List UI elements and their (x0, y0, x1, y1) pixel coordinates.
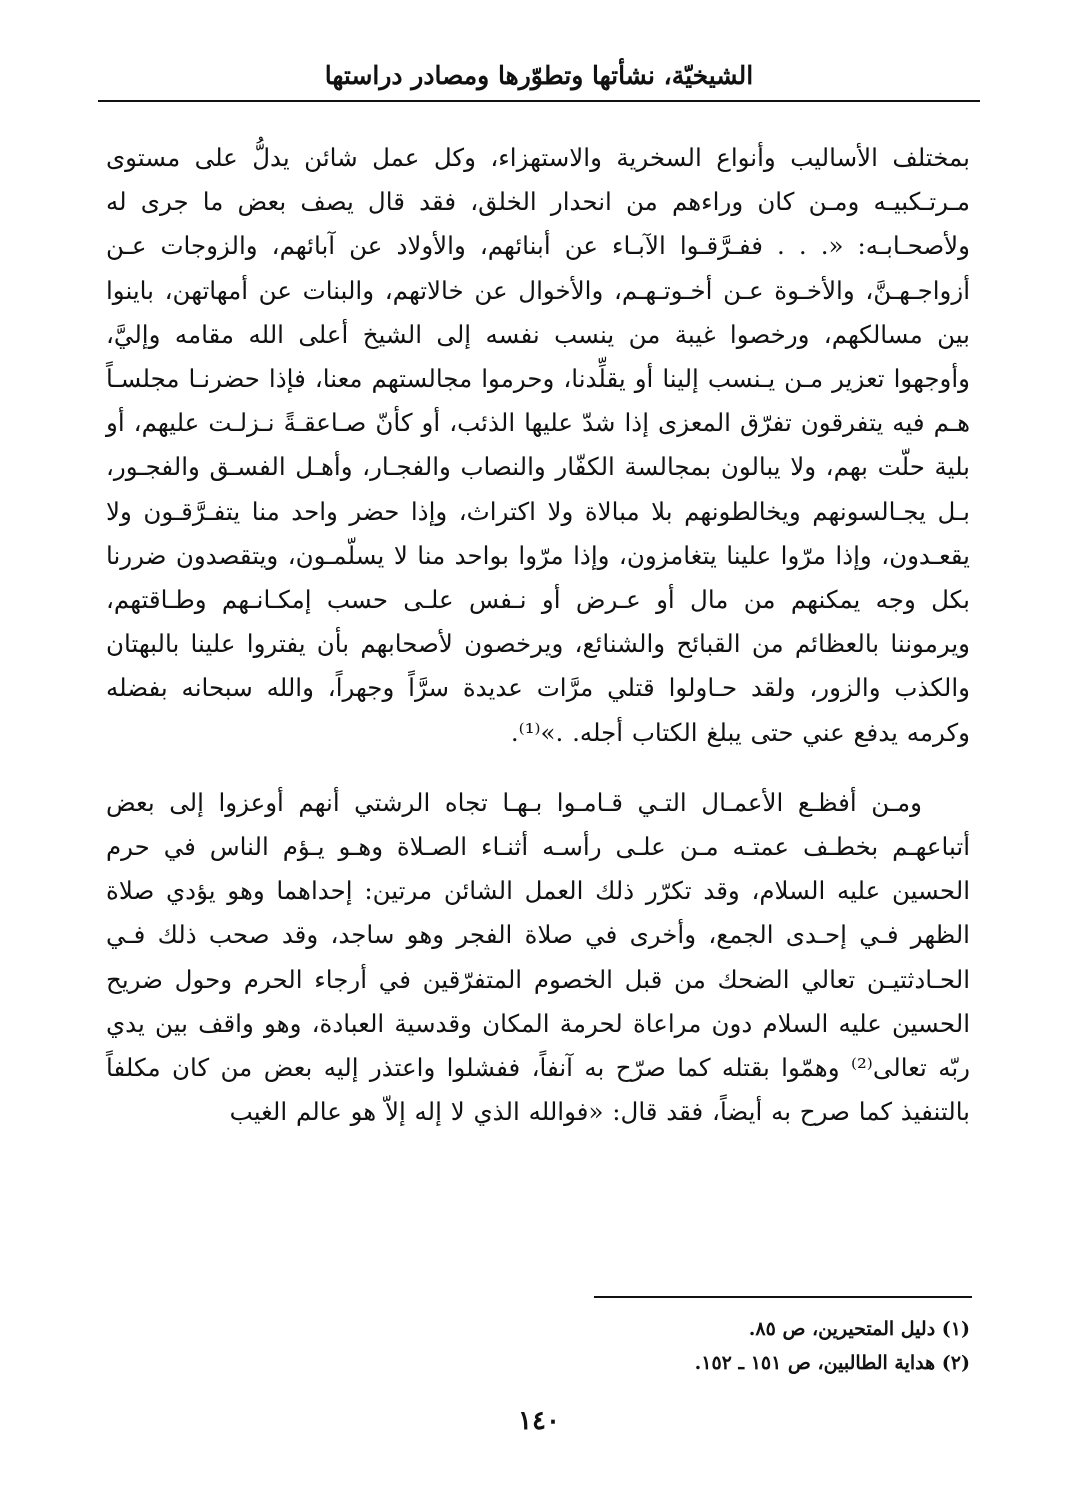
footnote-1: (١) دليل المتحيرين، ص ٨٥. (748, 1318, 970, 1340)
footnotes (106, 1312, 970, 1380)
page-number: ١٤٠ (518, 1406, 560, 1436)
footnote-divider (594, 1296, 972, 1298)
main-text (106, 136, 970, 1134)
running-header-title: الشيخيّة، نشأتها وتطوّرها ومصادر دراستها (324, 61, 754, 90)
header-divider (98, 100, 980, 102)
paragraph-2: ومـن أفظـع الأعمـال التـي قـامـوا بـهـا تجاه الرشتي أنهم أوعزوا إلى بعض أتباعهـم بخطـف عمتـه مـن علـى رأسـه أثنـاء الصـلاة وهـو يـؤم الناس في حرم الحسين عليه السلام، وقد تكرّر ذلك العمل الشائن مرتين: إحداهما وهو يؤدي صلاة الظهر فـي إحـدى الجمع، وأخرى في صلاة الفجر وهو ساجد، وقد صحب ذلك فـي الحـادثتيـن تعالي الضحك من قبل الخصوم المتفرّقين في أرجاء الحرم وحول ضريح الحسين عليه السلام دون مراعاة لحرمة المكان وقدسية العبادة، وهو واقف بين يدي ربّه تعالى⁽²⁾ وهمّوا بقتله كما صرّح به آنفاً، ففشلوا واعتذر إليه بعض من كان مكلفاً بالتنفيذ كما صرح به أيضاً، فقد قال: «فوالله الذي لا إله إلاّ هو عالم الغيب (106, 787, 970, 1127)
paragraph-1: بمختلف الأساليب وأنواع السخرية والاستهزاء، وكل عمل شائن يدلُّ على مستوى مـرتـكبيـه ومـن كان وراءهم من انحدار الخلق، فقد قال يصف بعض ما جرى له ولأصحـابـه: «. . . ففـرَّقـوا الآبـاء عن أبنائهم، والأولاد عن آبائهم، والزوجات عـن أزواجـهـنَّ، والأخـوة عـن أخـوتـهـم، والأخوال عن خالاتهم، والبنات عن أمهاتهن، باينوا بين مسالكهم، ورخصوا غيبة من ينسب نفسه إلى الشيخ أعلى الله مقامه وإليَّ، وأوجهوا تعزير مـن يـنسب إلينا أو يقلِّدنا، وحرموا مجالستهم معنا، فإذا حضرنـا مجلسـاً هـم فيه يتفرقون تفرّق المعزى إذا شدّ عليها الذئب، أو كأنّ صـاعقـةً نـزلـت عليهم، أو بلية حلّت بهم، ولا يبالون بمجالسة الكفّار والنصاب والفجـار، وأهـل الفسـق والفجـور، بـل يجـالسونهم ويخالطونهم بلا مبالاة ولا اكتراث، وإذا حضر واحد منا يتفـرَّقـون ولا يقعـدون، وإذا مرّوا علينا يتغامزون، وإذا مرّوا بواحد منا لا يسلّمـون، ويتقصدون ضررنا بكل وجه يمكنهم من مال أو عـرض أو نـفس علـى حسب إمكـانـهم وطـاقتهم، ويرموننا بالعظائم من القبائح والشنائع، ويرخصون لأصحابهم بأن يفتروا علينا بالبهتان والكذب والزور، ولقد حـاولوا قتلي مرَّات عديدة سرَّاً وجهراً، والله سبحانه بفضله وكرمه يدفع عني حتى يبلغ الكتاب أجله. .»⁽¹⁾. (106, 143, 970, 747)
footnote-2: (٢) هداية الطالبين، ص ١٥١ ـ ١٥٢. (694, 1352, 970, 1374)
